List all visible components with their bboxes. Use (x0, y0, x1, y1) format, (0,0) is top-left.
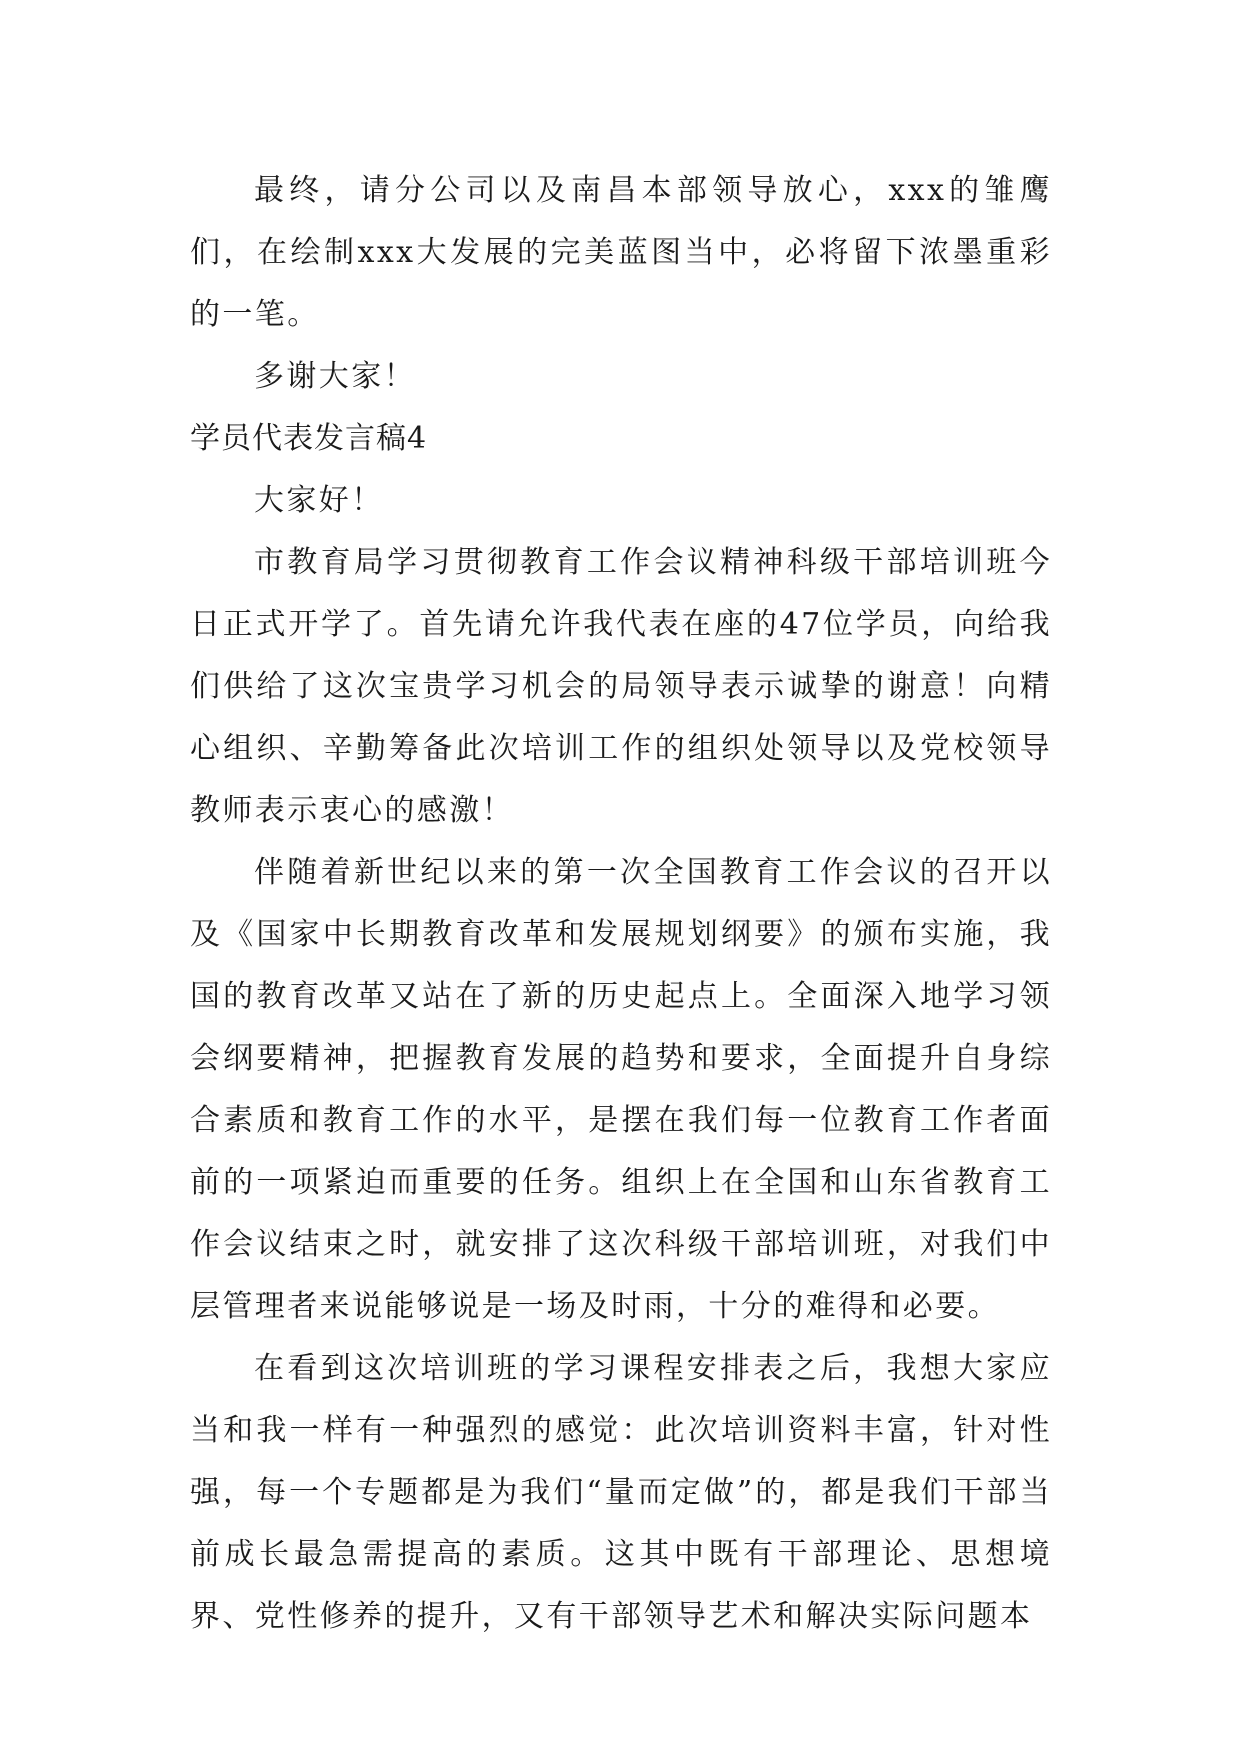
section-title: 学员代表发言稿4 (190, 421, 428, 456)
document-body (190, 160, 1052, 1648)
body-paragraph-1: 市教育局学习贯彻教育工作会议精神科级干部培训班今日正式开学了。首先请允许我代表在座的47位学员，向给我们供给了这次宝贵学习机会的局领导表示诚挚的谢意！向精心组织、辛勤筹备此次培训工作的组织处领导以及党校领导教师表示衷心的感激！ (190, 545, 1052, 828)
greeting-line: 大家好！ (254, 483, 384, 518)
closing-paragraph: 最终，请分公司以及南昌本部领导放心，xxx的雏鹰们，在绘制xxx大发展的完美蓝图当中，必将留下浓墨重彩的一笔。 (190, 173, 1052, 332)
thanks-line: 多谢大家！ (254, 359, 416, 394)
body-paragraph-3: 在看到这次培训班的学习课程安排表之后，我想大家应当和我一样有一种强烈的感觉：此次培训资料丰富，针对性强，每一个专题都是为我们“量而定做”的，都是我们干部当前成长最急需提高的素质。这其中既有干部理论、思想境界、党性修养的提升，又有干部领导艺术和解决实际问题本 (190, 1351, 1052, 1634)
body-paragraph-2: 伴随着新世纪以来的第一次全国教育工作会议的召开以及《国家中长期教育改革和发展规划纲要》的颁布实施，我国的教育改革又站在了新的历史起点上。全面深入地学习领会纲要精神，把握教育发展的趋势和要求，全面提升自身综合素质和教育工作的水平，是摆在我们每一位教育工作者面前的一项紧迫而重要的任务。组织上在全国和山东省教育工作会议结束之时，就安排了这次科级干部培训班，对我们中层管理者来说能够说是一场及时雨，十分的难得和必要。 (190, 855, 1052, 1324)
